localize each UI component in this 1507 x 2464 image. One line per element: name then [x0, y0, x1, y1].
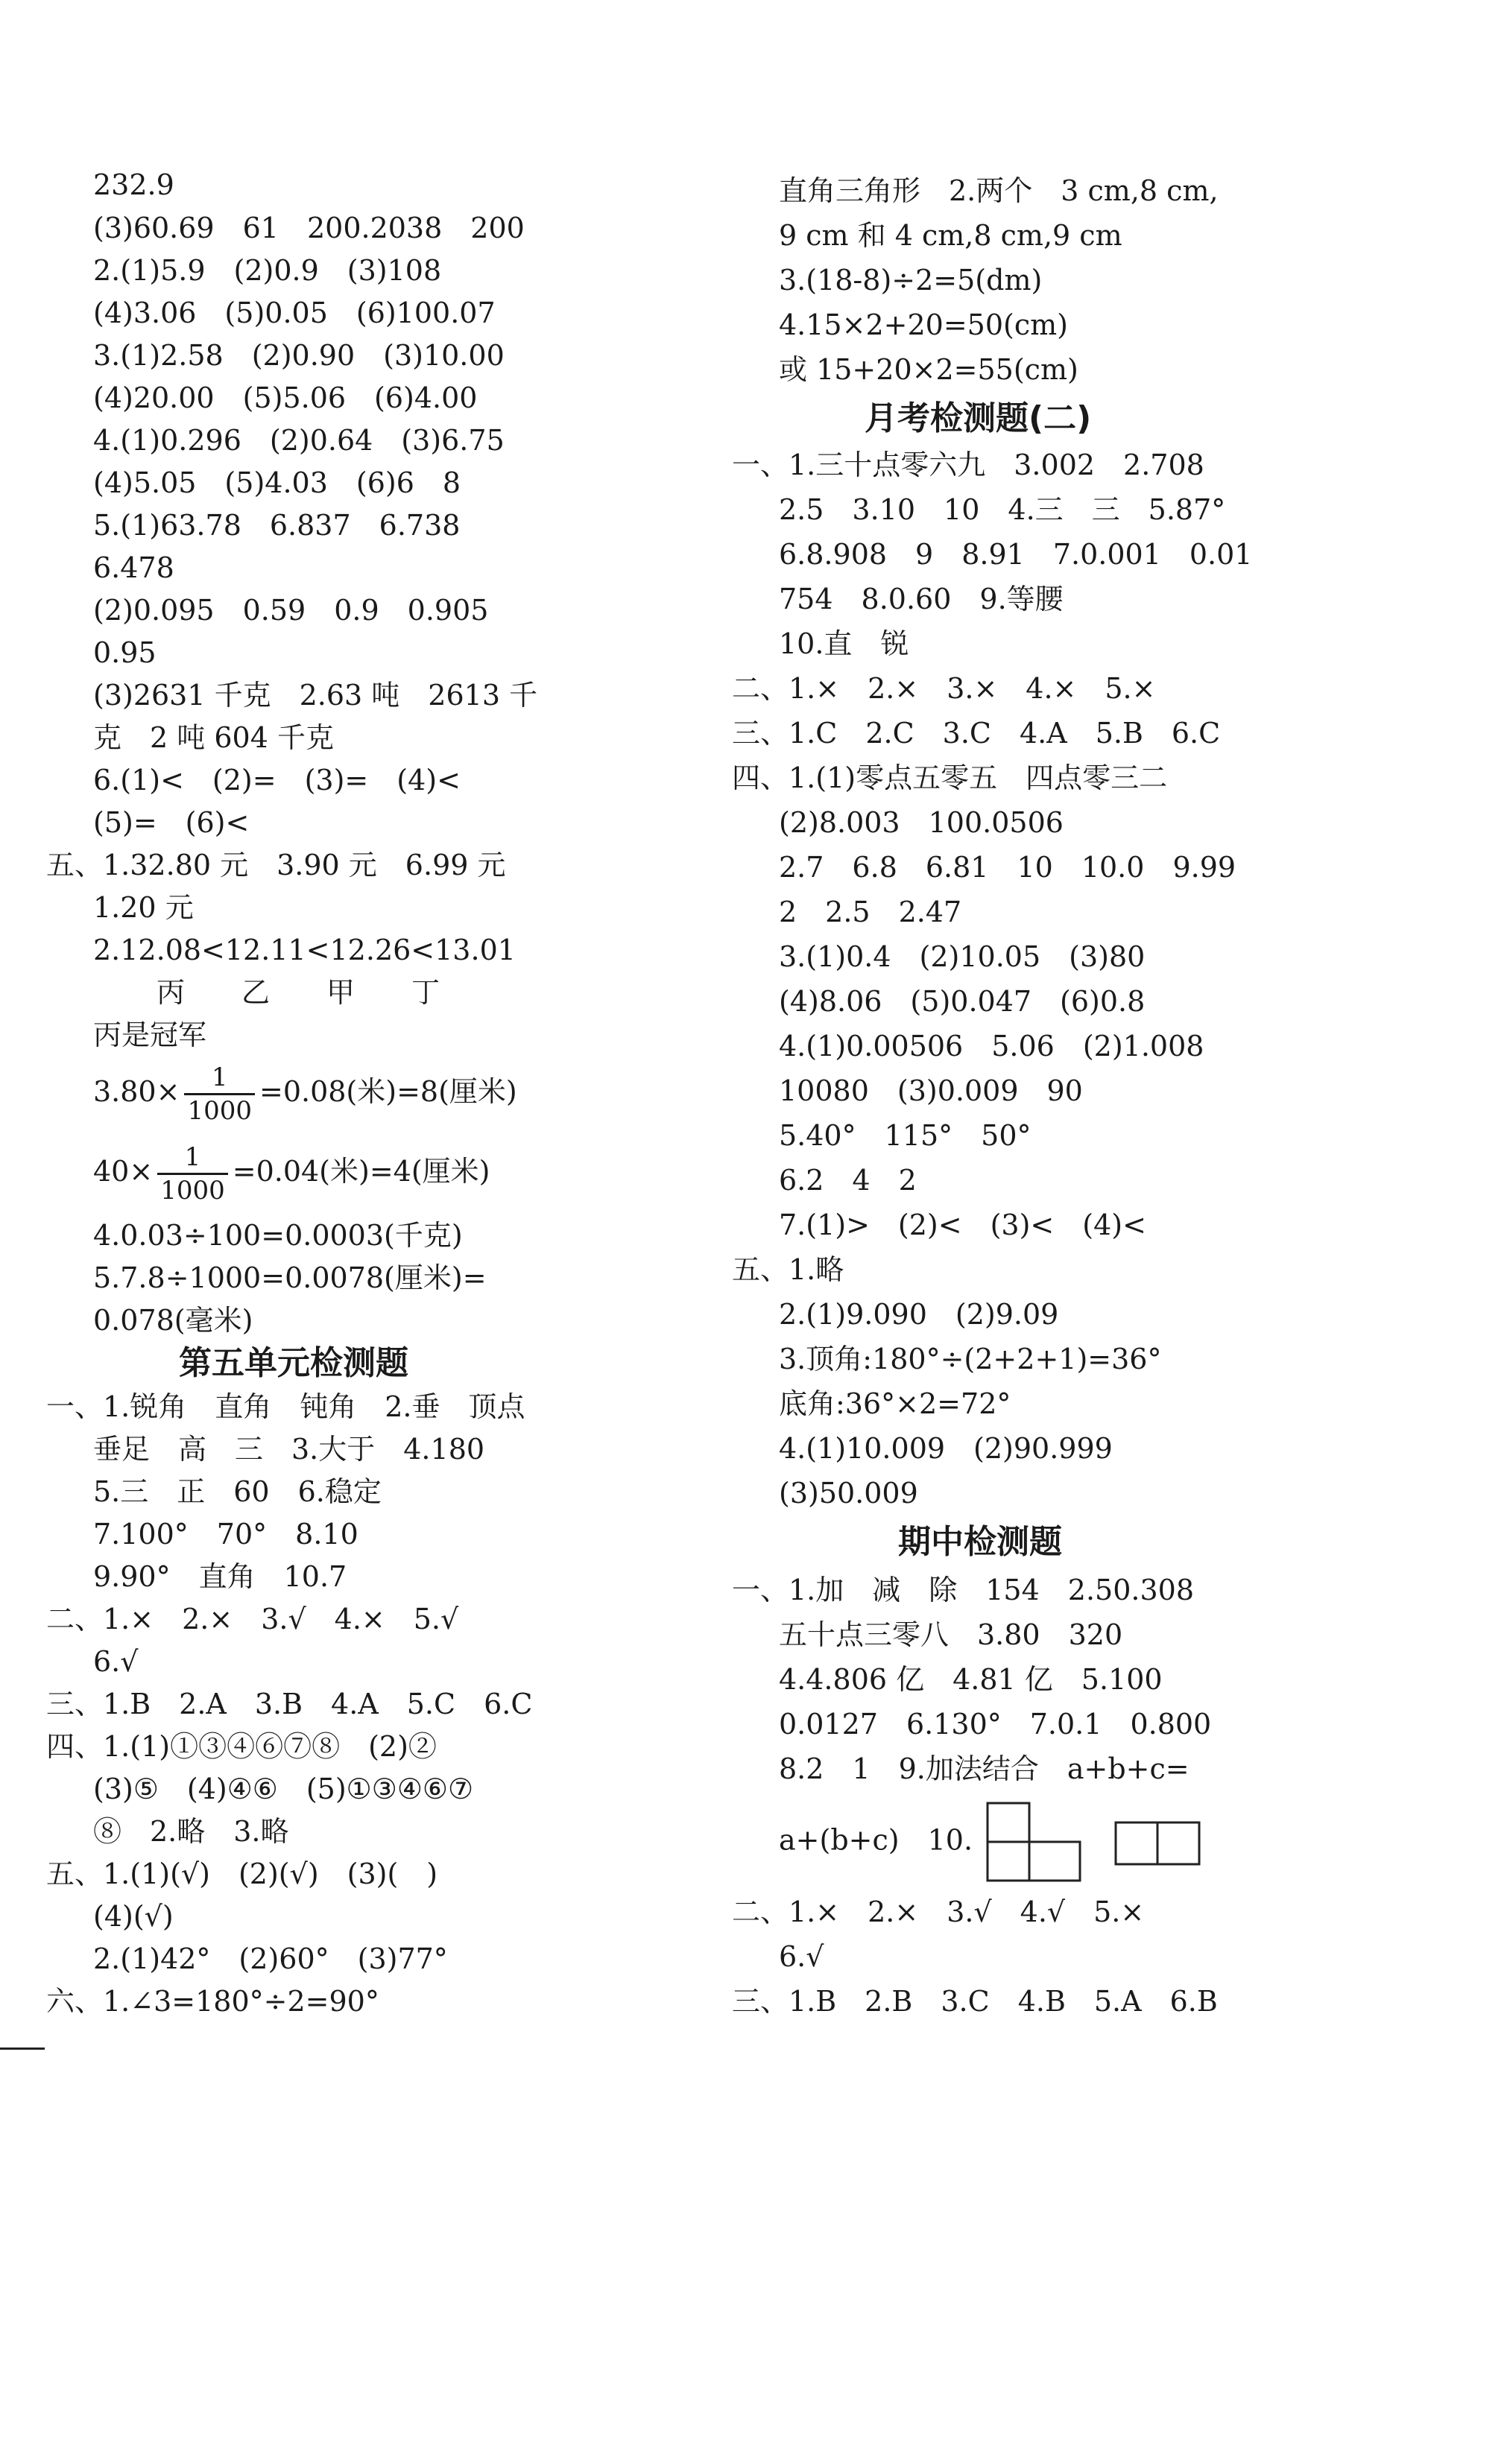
text-line: 5.三 正 60 6.稳定: [93, 1475, 382, 1508]
text-line: 4.0.03÷100=0.0003(千克): [93, 1219, 463, 1252]
text-line: 二、1.× 2.× 3.√ 4.× 5.√: [46, 1603, 459, 1635]
text-line: 8.2 1 9.加法结合 a+b+c=: [779, 1752, 1190, 1785]
text-line: 五、1.(1)(√) (2)(√) (3)( ): [46, 1857, 438, 1890]
text-line: 0.078(毫米): [93, 1304, 253, 1337]
text-line: 三、1.C 2.C 3.C 4.A 5.B 6.C: [732, 717, 1221, 750]
text-line: 1.20 元: [93, 891, 194, 924]
text-line: 4.(1)10.009 (2)90.999: [779, 1432, 1113, 1465]
text-line: 底角:36°×2=72°: [779, 1387, 1011, 1420]
text-line: 9.90° 直角 10.7: [93, 1560, 347, 1593]
text-line: 10080 (3)0.009 90: [779, 1074, 1083, 1107]
text-line: 5.(1)63.78 6.837 6.738: [93, 509, 461, 542]
text-line: 二、1.× 2.× 3.√ 4.√ 5.×: [732, 1895, 1145, 1928]
text-line: 2.(1)42° (2)60° (3)77°: [93, 1942, 448, 1975]
text-line: 2.12.08<12.11<12.26<13.01: [93, 934, 516, 966]
fraction-numerator: 1: [157, 1144, 228, 1175]
fraction-numerator: 1: [184, 1065, 255, 1095]
text-line: (4)(√): [93, 1900, 174, 1933]
text-line: (4)5.05 (5)4.03 (6)6 8: [93, 466, 461, 499]
text-line: 3.(18-8)÷2=5(dm): [779, 264, 1043, 297]
text-line: 2 2.5 2.47: [779, 896, 962, 928]
margin-rule: [0, 2047, 45, 2050]
text-line: 三、1.B 2.B 3.C 4.B 5.A 6.B: [732, 1985, 1218, 2018]
text-line: 9 cm 和 4 cm,8 cm,9 cm: [779, 219, 1122, 252]
text-line: (3)50.009: [779, 1477, 918, 1510]
fraction-line: [93, 1058, 517, 1125]
three-view-figure-2: [1114, 1817, 1204, 1869]
fraction-post: =0.04(米)=4(厘米): [232, 1155, 490, 1188]
text-line: 4.(1)0.296 (2)0.64 (3)6.75: [93, 424, 505, 457]
text-line: (2)8.003 100.0506: [779, 806, 1064, 839]
text-line: 2.7 6.8 6.81 10 10.0 9.99: [779, 851, 1236, 884]
text-line: 2.5 3.10 10 4.三 三 5.87°: [779, 493, 1226, 526]
figure-line: [779, 1802, 1204, 1884]
text-line: 5.7.8÷1000=0.0078(厘米)=: [93, 1261, 487, 1294]
fraction-post: =0.08(米)=8(厘米): [259, 1075, 517, 1108]
text-line: 0.0127 6.130° 7.0.1 0.800: [779, 1708, 1212, 1741]
text-line: 五、1.32.80 元 3.90 元 6.99 元: [46, 849, 506, 881]
text-line: 直角三角形 2.两个 3 cm,8 cm,: [779, 174, 1219, 207]
fraction: [157, 1142, 228, 1206]
text-line: 二、1.× 2.× 3.× 4.× 5.×: [732, 672, 1156, 705]
text-line: 7.100° 70° 8.10: [93, 1518, 358, 1551]
text-line: (2)0.095 0.59 0.9 0.905: [93, 594, 489, 627]
text-line: 五、1.略: [732, 1253, 844, 1286]
three-view-figure-1: [986, 1802, 1083, 1884]
text-line: 6.√: [93, 1645, 139, 1678]
text-line: 4.15×2+20=50(cm): [779, 308, 1068, 341]
fraction-denominator: 1000: [187, 1096, 252, 1126]
text-line: 754 8.0.60 9.等腰: [779, 583, 1064, 615]
text-line: 6.(1)< (2)= (3)= (4)<: [93, 764, 461, 796]
text-line: 6.478: [93, 551, 174, 584]
text-line: (3)2631 千克 2.63 吨 2613 千: [93, 679, 538, 712]
text-line: 6.√: [779, 1940, 824, 1973]
text-line: 3.(1)0.4 (2)10.05 (3)80: [779, 940, 1146, 973]
text-line: 一、1.三十点零六九 3.002 2.708: [732, 449, 1204, 481]
section-title: 月考检测题(二): [865, 399, 1092, 437]
text-line: 0.95: [93, 636, 157, 669]
text-line: ⑧ 2.略 3.略: [93, 1815, 289, 1848]
text-line: 10.直 锐: [779, 627, 909, 660]
section-title: 期中检测题: [898, 1523, 1062, 1561]
fraction-denominator: 1000: [160, 1176, 225, 1206]
text-line: 一、1.加 减 除 154 2.50.308: [732, 1574, 1195, 1606]
text-line: 4.4.806 亿 4.81 亿 5.100: [779, 1663, 1163, 1696]
text-line: 4.(1)0.00506 5.06 (2)1.008: [779, 1030, 1204, 1062]
text-line: 3.顶角:180°÷(2+2+1)=36°: [779, 1343, 1162, 1375]
section-title: 第五单元检测题: [179, 1344, 408, 1382]
text-line: 2.(1)9.090 (2)9.09: [779, 1298, 1059, 1331]
text-line: 丙 乙 甲 丁: [157, 976, 440, 1009]
text-line: 7.(1)> (2)< (3)< (4)<: [779, 1209, 1146, 1241]
text-line: 一、1.锐角 直角 钝角 2.垂 顶点: [46, 1390, 525, 1423]
text-line: 3.(1)2.58 (2)0.90 (3)10.00: [93, 339, 505, 372]
text-line: 6.2 4 2: [779, 1164, 917, 1197]
text-line: 四、1.(1)①③④⑥⑦⑧ (2)②: [46, 1730, 437, 1763]
text-line: (4)20.00 (5)5.06 (6)4.00: [93, 381, 478, 414]
text-line: (5)= (6)<: [93, 806, 250, 839]
text-line: 232.9: [93, 168, 174, 201]
text-line: 6.8.908 9 8.91 7.0.001 0.01: [779, 538, 1253, 571]
text-line: (3)⑤ (4)④⑥ (5)①③④⑥⑦: [93, 1773, 474, 1805]
text-fragment: a+(b+c) 10.: [779, 1823, 973, 1857]
text-line: 四、1.(1)零点五零五 四点零三二: [732, 761, 1168, 794]
text-line: 或 15+20×2=55(cm): [779, 353, 1078, 386]
fraction-line: [93, 1138, 490, 1205]
fraction: [184, 1062, 255, 1126]
text-line: (4)3.06 (5)0.05 (6)100.07: [93, 297, 496, 329]
text-line: (4)8.06 (5)0.047 (6)0.8: [779, 985, 1146, 1018]
text-line: 克 2 吨 604 千克: [93, 721, 334, 754]
text-line: 三、1.B 2.A 3.B 4.A 5.C 6.C: [46, 1688, 533, 1720]
text-line: 丙是冠军: [93, 1019, 207, 1051]
text-line: 2.(1)5.9 (2)0.9 (3)108: [93, 254, 442, 287]
fraction-pre: 3.80×: [93, 1075, 180, 1108]
text-line: 六、1.∠3=180°÷2=90°: [46, 1985, 379, 2018]
text-line: 五十点三零八 3.80 320: [779, 1618, 1123, 1651]
text-line: (3)60.69 61 200.2038 200: [93, 212, 525, 244]
text-line: 5.40° 115° 50°: [779, 1119, 1031, 1152]
text-line: 垂足 高 三 3.大于 4.180: [93, 1433, 485, 1466]
fraction-pre: 40×: [93, 1155, 154, 1188]
